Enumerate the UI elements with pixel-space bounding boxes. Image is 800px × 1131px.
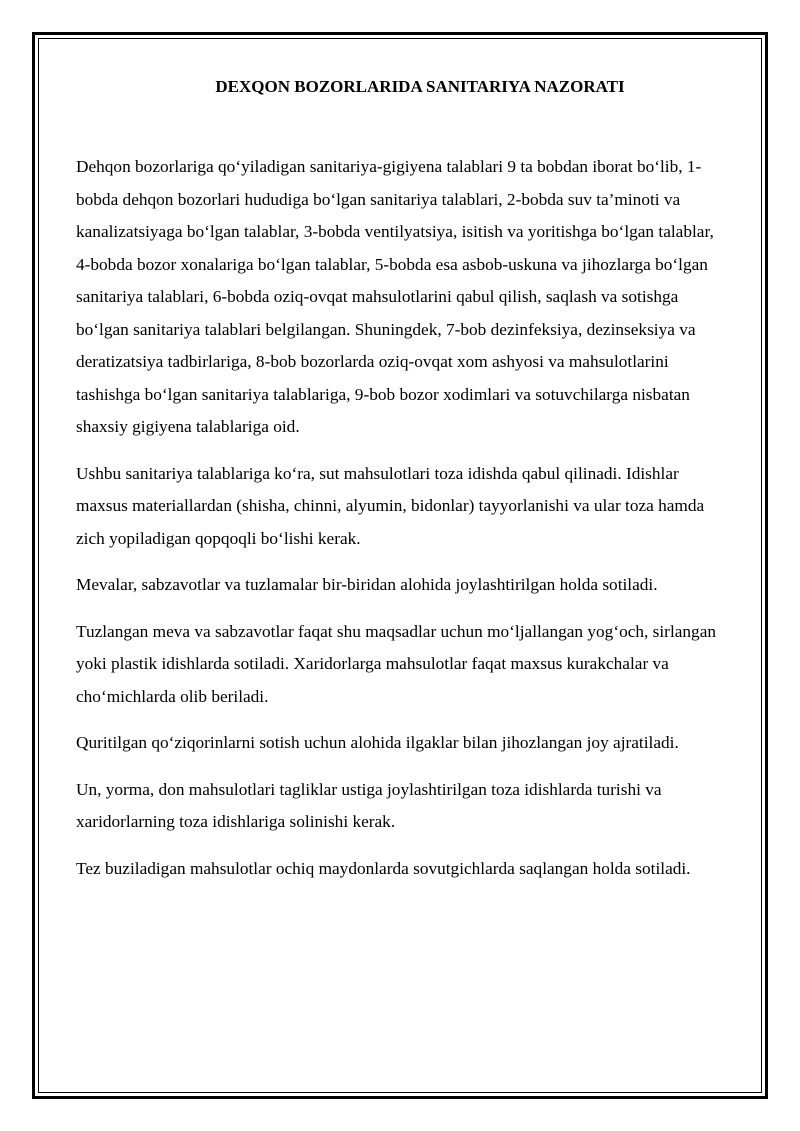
paragraph-chapters-overview: Dehqon bozorlariga qo‘yiladigan sanitariya-gigiyena talablari 9 ta bobdan iborat bo‘lib, 1-bobda dehqon bozorlari hududiga bo‘lgan sanitariya talablari, 2-bobda suv ta’minoti va kanalizatsiyaga bo‘lgan talablar, 3-bobda ventilyatsiya, isitish va yoritishga bo‘lgan talablar, 4-bobda bozor xonalariga bo‘lgan talablar, 5-bobda esa asbob-uskuna va jihozlarga bo‘lgan sanitariya talablari, 6-bobda oziq-ovqat mahsulotlarini qabul qilish, saqlash va sotishga bo‘lgan sanitariya talablari belgilangan. Shuningdek, 7-bob dezinfeksiya, dezinseksiya va deratizatsiya tadbirlariga, 8-bob bozorlarda oziq-ovqat xom ashyosi va mahsulotlarini tashishga bo‘lgan sanitariya talablariga, 9-bob bozor xodimlari va sotuvchilarga nisbatan shaxsiy gigiyena talablariga oid. [76, 157, 714, 436]
document-body [76, 76, 726, 885]
document-title: DEXQON BOZORLARIDA SANITARIYA NAZORATI [215, 77, 625, 96]
paragraph-produce-separation: Mevalar, sabzavotlar va tuzlamalar bir-biridan alohida joylashtirilgan holda sotiladi. [76, 575, 658, 594]
paragraph-grain-products: Un, yorma, don mahsulotlari tagliklar ustiga joylashtirilgan toza idishlarda turishi va xaridorlarning toza idishlariga solinishi kerak. [76, 779, 662, 831]
paragraph-pickled-goods: Tuzlangan meva va sabzavotlar faqat shu maqsadlar uchun mo‘ljallangan yog‘och, sirlangan yoki plastik idishlarda sotiladi. Xaridorlarga mahsulotlar faqat maxsus kurakchalar va cho‘michlarda olib beriladi. [76, 621, 717, 706]
paragraph-perishables: Tez buziladigan mahsulotlar ochiq maydonlarda sovutgichlarda saqlangan holda sotiladi. [76, 858, 691, 878]
paragraph-dried-mushrooms: Quritilgan qo‘ziqorinlarni sotish uchun alohida ilgaklar bilan jihozlangan joy ajratiladi. [76, 733, 679, 752]
paragraph-dairy-requirements: Ushbu sanitariya talablariga ko‘ra, sut mahsulotlari toza idishda qabul qilinadi. Idishlar maxsus materiallardan (shisha, chinni, alyumin, bidonlar) tayyorlanishi va ular toza hamda zich yopiladigan qopqoqli bo‘lishi kerak. [76, 463, 705, 548]
